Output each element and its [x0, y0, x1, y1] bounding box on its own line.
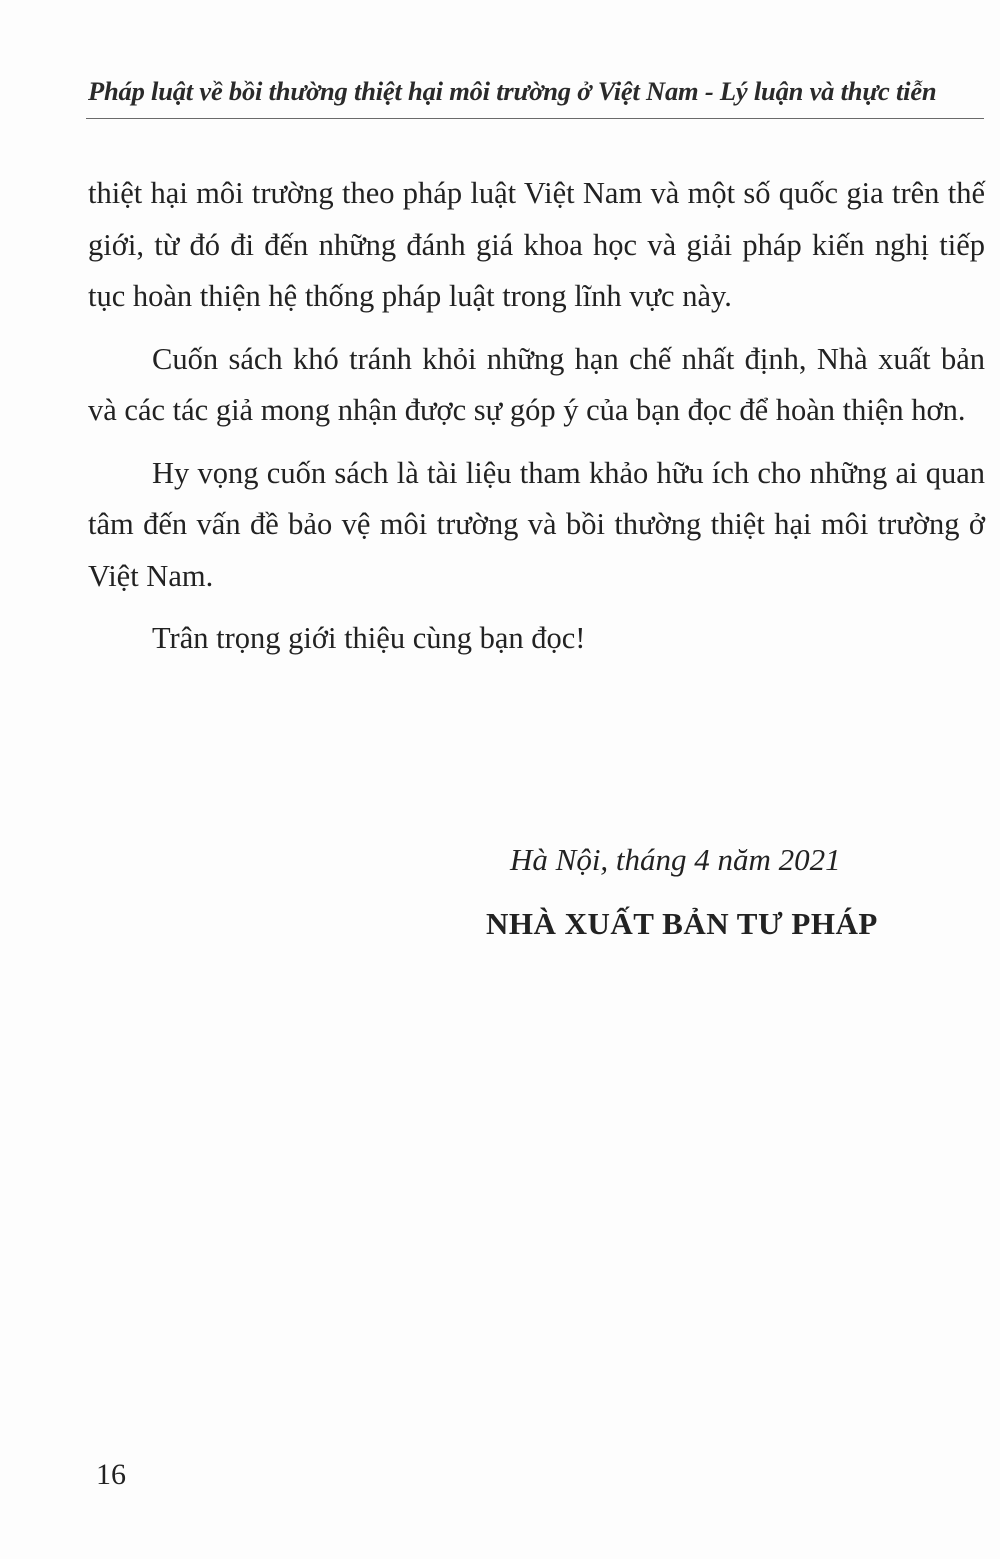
paragraph-introduction: Trân trọng giới thiệu cùng bạn đọc! — [152, 621, 586, 655]
page-number: 16 — [96, 1458, 126, 1491]
paragraph-hope: Hy vọng cuốn sách là tài liệu tham khảo hữu ích cho những ai quan tâm đến vấn đề bảo vệ môi trường và bồi thường thiệt hại môi trường ở Việt Nam. — [88, 455, 985, 593]
paragraph-limitations: Cuốn sách khó tránh khỏi những hạn chế nhất định, Nhà xuất bản và các tác giả mong nhận được sự góp ý của bạn đọc để hoàn thiện hơn. — [88, 341, 985, 427]
body-text — [88, 168, 985, 676]
signature-publisher: NHÀ XUẤT BẢN TƯ PHÁP — [486, 906, 878, 941]
running-header: Pháp luật về bồi thường thiệt hại môi trường ở Việt Nam - Lý luận và thực tiễn — [88, 76, 937, 106]
signature-place-date: Hà Nội, tháng 4 năm 2021 — [510, 842, 841, 877]
header-rule — [86, 118, 984, 119]
paragraph-continuation: thiệt hại môi trường theo pháp luật Việt Nam và một số quốc gia trên thế giới, từ đó đi đến những đánh giá khoa học và giải pháp kiến nghị tiếp tục hoàn thiện hệ thống pháp luật trong lĩnh vực này. — [88, 176, 985, 313]
